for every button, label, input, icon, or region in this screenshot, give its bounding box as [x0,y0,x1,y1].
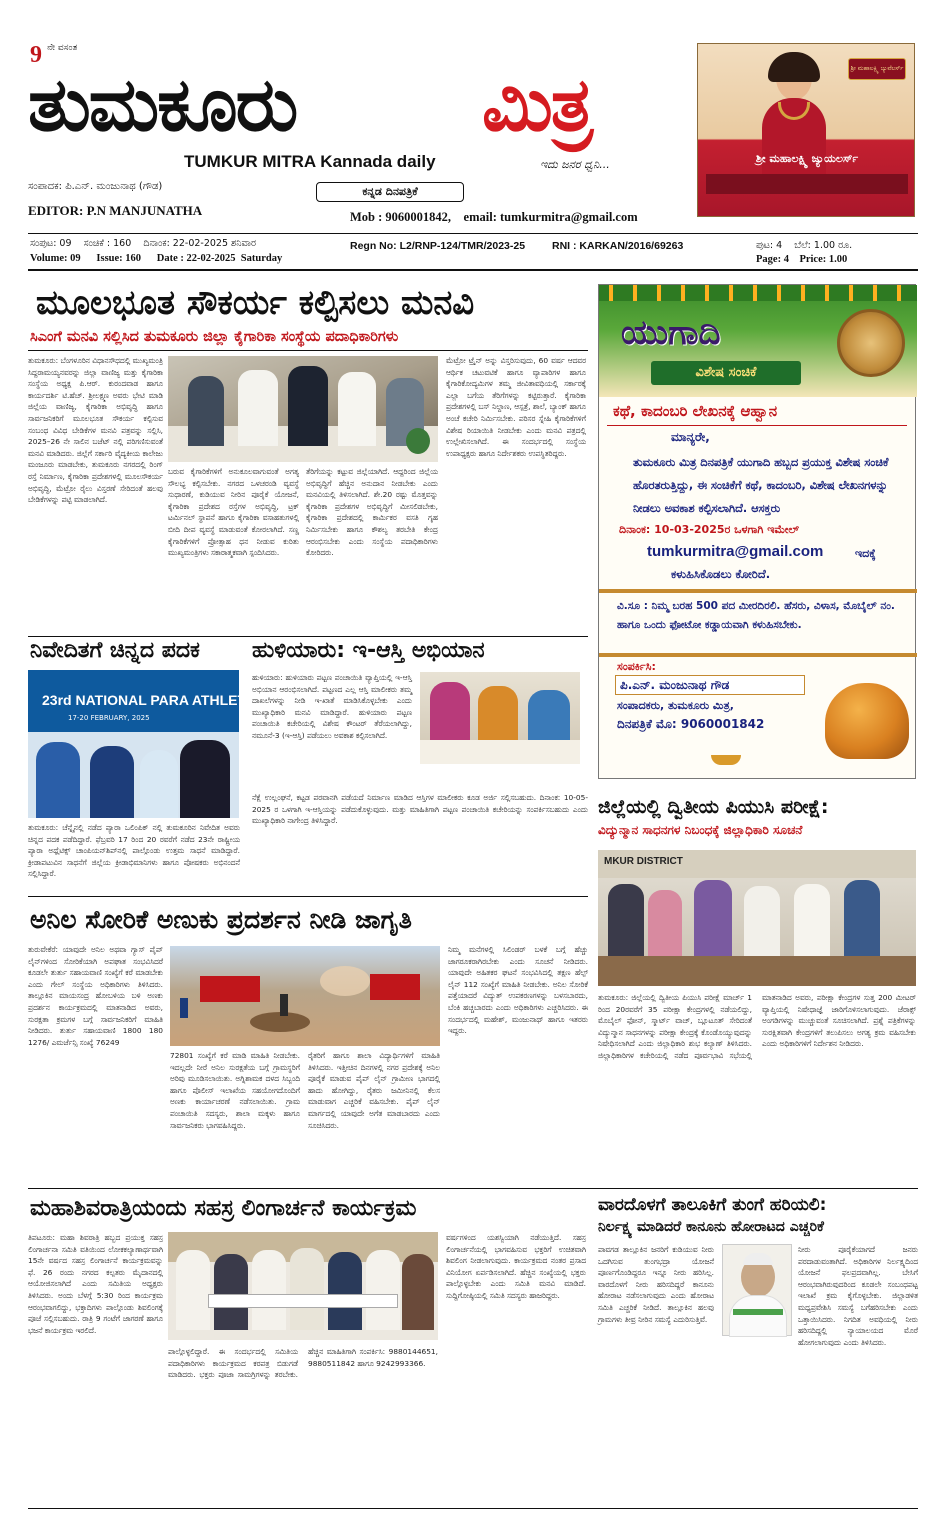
yugadi-call: ಕಥೆ, ಕಾದಂಬರಿ ಲೇಖನಕ್ಕೆ ಆಹ್ವಾನ [613,402,778,420]
story6-column-1: ತಿಪಟೂರು: ಮಹಾ ಶಿವರಾತ್ರಿ ಹಬ್ಬದ ಪ್ರಯುಕ್ತ ಸಹಸ್ರ ಲಿಂಗಾರ್ಚನಾ ಸಮಿತಿ ವತಿಯಿಂದ ಲೋಕಕಲ್ಯಾಣಾರ್ಥವಾಗಿ 15ನೇ ವರ್ಷದ ಸಹಸ್ರ ಲಿಂಗಾರ್ಚನೆ ಕಾರ್ಯಕ್ರಮವನ್ನು ಫೆ. 26 ರಂದು ನಗರದ ಕಲ್ಪತರು ಮೈದಾನದಲ್ಲಿ ಆಯೋಜಿಸಲಾಗಿದೆ ಎಂದು ಸಮಿತಿಯ ಅಧ್ಯಕ್ಷರು ತಿಳಿಸಿದರು. ಅಂದು ಬೆಳಗ್ಗೆ 5:30 ರಿಂದ ಕಾರ್ಯಕ್ರಮ ಆರಂಭವಾಗಲಿದ್ದು, ಭಕ್ತಾದಿಗಳು ಪಾಲ್ಗೊಂಡು ಶಿವಲಿಂಗಕ್ಕೆ ಪೂಜೆ ಸಲ್ಲಿಸಬಹುದು. ರಾತ್ರಿ 9 ಗಂಟೆಗೆ ಜಾಗರಣೆ ಹಾಗೂ ಭಜನೆ ಕಾರ್ಯಕ್ರಮ ಇರಲಿದೆ. [28,1233,163,1335]
tagline: ಇದು ಜನರ ಧ್ವನಿ... [540,158,610,171]
story3-text-bottom: ನೆಕ್ಷೆ ಉಲ್ಲಂಘನೆ, ಕಟ್ಟಡ ಪರವಾನಗಿ ಪಡೆಯದೆ ನಿರ್ಮಾಣ ಮಾಡಿದ ಆಸ್ತಿಗಳ ಮಾಲೀಕರು ಕೂಡ ಅರ್ಜಿ ಸಲ್ಲಿಸಬಹುದು. ದಿನಾಂಕ: 10-05-2025 ರ ಒಳಗಾಗಿ ಇ-ಆಸ್ತಿಯನ್ನು ಪಡೆದುಕೊಳ್ಳುವುದು. ಮತ್ತು ಮಾಹಿತಿಗಾಗಿ ಪಟ್ಟಣ ಪಂಚಾಯಿತಿ ಕಚೇರಿಯನ್ನು ಸಂಪರ್ಕಿಸಬಹುದು ಎಂದು ಮುಖ್ಯಾಧಿಕಾರಿ ನಾಗೇಂದ್ರ ತಿಳಿಸಿದ್ದಾರೆ. [252,793,588,826]
story6-photo [168,1232,438,1340]
yugadi-body: ತುಮಕೂರು ಮಿತ್ರ ದಿನಪತ್ರಿಕೆ ಯುಗಾದಿ ಹಬ್ಬದ ಪ್ರಯುಕ್ತ ವಿಶೇಷ ಸಂಚಿಕೆ ಹೊರತರುತ್ತಿದ್ದು, ಈ ಸಂಚಿಕೆಗೆ ಕಥೆ, ಕಾದಂಬರಿ, ವಿಶೇಷ ಲೇಖನಗಳನ್ನು ನೀಡಲು ಅವಕಾಶ ಕಲ್ಪಿಸಲಾಗಿದೆ. ಆಸಕ್ತರು [633,456,889,515]
registration-number: Regn No: L2/RNP-124/TMR/2023-25 [350,240,526,252]
jewellers-advert[interactable] [697,43,915,217]
story5-headline: ಅನಿಲ ಸೋರಿಕೆ ಅಣುಕು ಪ್ರದರ್ಶನ ನೀಡಿ ಜಾಗೃತಿ [30,905,412,934]
bevu-bella-bowl [837,309,905,377]
story1-headline: ಮೂಲಭೂತ ಸೌಕರ್ಯ ಕಲ್ಪಿಸಲು ಮನವಿ [36,283,475,323]
championship-banner-date: 17-20 FEBRUARY, 2025 [68,714,150,722]
story5-column-2: 72801 ಸಂಖ್ಯೆಗೆ ಕರೆ ಮಾಡಿ ಮಾಹಿತಿ ನೀಡಬೇಕು. ಇದಲ್ಲದೇ ನೀರೆ ಅನಿಲ ಸುರಕ್ಷತೆಯ ಬಗ್ಗೆ ಗ್ರಾಮಸ್ಥರಿಗೆ ಅರಿವು ಮೂಡಿಸಲಾಯಿತು. ಅಗ್ನಿಶಾಮಕ ದಳದ ಸಿಬ್ಬಂದಿ ಹಾಗೂ ಪೊಲೀಸ್ ಇಲಾಖೆಯ ಸಹಯೋಗದೊಂದಿಗೆ ಅಣಕು ಕಾರ್ಯಾಚರಣೆ ನಡೆಸಲಾಯಿತು. ಗ್ರಾಮ ಪಂಚಾಯಿತಿ ಸದಸ್ಯರು, ಶಾಲಾ ಮಕ್ಕಳು ಹಾಗೂ ಸಾರ್ವಜನಿಕರು ಭಾಗವಹಿಸಿದ್ದರು. [170,1051,300,1130]
story7-column-1: ಪಾವಗಡ ತಾಲ್ಲೂಕಿನ ಜನರಿಗೆ ಕುಡಿಯುವ ನೀರು ಒದಗಿಸುವ ತುಂಗಭದ್ರಾ ಯೋಜನೆ ಪೂರ್ಣಗೊಂಡಿದ್ದರೂ ಇನ್ನೂ ನೀರು ಹರಿಸಿಲ್ಲ. ವಾರದೊಳಗೆ ನೀರು ಹರಿಸದಿದ್ದರೆ ಕಾನೂನು ಹೋರಾಟ ನಡೆಸಲಾಗುವುದು ಎಂದು ಹೋರಾಟ ಸಮಿತಿ ಎಚ್ಚರಿಕೆ ನೀಡಿದೆ. ತಾಲ್ಲೂಕಿನ ಹಲವು ಗ್ರಾಮಗಳು ತೀವ್ರ ನೀರಿನ ಸಮಸ್ಯೆ ಎದುರಿಸುತ್ತಿವೆ. [598,1245,714,1324]
page-price-kannada: ಪುಟ: 4 ಬೆಲೆ: 1.00 ರೂ. [756,240,853,251]
yugadi-email-suffix: ಇದಕ್ಕೆ [855,547,876,560]
story4-text: ತುಮಕೂರು: ಜಿಲ್ಲೆಯಲ್ಲಿ ದ್ವಿತೀಯ ಪಿಯುಸಿ ಪರೀಕ್ಷೆ ಮಾರ್ಚ್ 1 ರಿಂದ 20ರವರೆಗೆ 35 ಪರೀಕ್ಷಾ ಕೇಂದ್ರಗಳಲ್ಲಿ ನಡೆಯಲಿದ್ದು, ಮೊಬೈಲ್ ಫೋನ್, ಸ್ಮಾರ್ಟ್ ವಾಚ್, ಬ್ಲೂಟೂತ್ ಸೇರಿದಂತೆ ವಿದ್ಯುನ್ಮಾನ ಸಾಧನಗಳನ್ನು ಪರೀಕ್ಷಾ ಕೇಂದ್ರಕ್ಕೆ ಕೊಂಡೊಯ್ಯುವುದನ್ನು ನಿಷೇಧಿಸಲಾಗಿದೆ ಎಂದು ಜಿಲ್ಲಾಧಿಕಾರಿ ಶುಭ ಕಲ್ಯಾಣ್ ತಿಳಿಸಿದರು. ಜಿಲ್ಲಾಧಿಕಾರಿಗಳ ಕಚೇರಿಯಲ್ಲಿ ನಡೆದ ಪೂರ್ವಭಾವಿ ಸಭೆಯಲ್ಲಿ ಮಾತನಾಡಿದ ಅವರು, ಪರೀಕ್ಷಾ ಕೇಂದ್ರಗಳ ಸುತ್ತ 200 ಮೀಟರ್ ವ್ಯಾಪ್ತಿಯಲ್ಲಿ ನಿಷೇಧಾಜ್ಞೆ ಜಾರಿಗೊಳಿಸಲಾಗುವುದು. ಜೆರಾಕ್ಸ್ ಅಂಗಡಿಗಳನ್ನು ಮುಚ್ಚುವಂತೆ ಸೂಚಿಸಲಾಗಿದೆ. ಪ್ರಶ್ನೆ ಪತ್ರಿಕೆಗಳನ್ನು ಸುರಕ್ಷಿತವಾಗಿ ಕೇಂದ್ರಗಳಿಗೆ ತಲುಪಿಸಲು ಅಗತ್ಯ ಕ್ರಮ ವಹಿಸಬೇಕು ಎಂದು ಅಧಿಕಾರಿಗಳಿಗೆ ನಿರ್ದೇಶನ ನೀಡಿದರು. [598,993,916,1060]
story4-subhead: ವಿದ್ಯುನ್ಮಾನ ಸಾಧನಗಳ ನಿಬಂಧಕ್ಕೆ ಜಿಲ್ಲಾಧಿಕಾರಿ ಸೂಚನೆ [598,823,803,837]
page-bottom-rule [28,1508,918,1509]
district-sign: MKUR DISTRICT [604,856,683,867]
yugadi-divider [599,589,917,593]
section-rule-5 [28,896,588,897]
infobar-top-rule [28,233,918,234]
year-badge-number: 9 [30,42,42,68]
jewellers-logo-badge: ಶ್ರೀ ಮಹಾಲಕ್ಷ್ಮಿ ಜ್ಯುವೆಲರ್ಸ್ [848,58,906,80]
story1-photo [168,356,438,462]
yugadi-note: ವಿ.ಸೂ : ನಿಮ್ಮ ಬರಹ 500 ಪದ ಮೀರದಿರಲಿ. ಹೆಸರು, ವಿಳಾಸ, ಮೊಬೈಲ್ ನಂ. ಹಾಗೂ ಒಂದು ಫೋಟೋ ಕಡ್ಡಾಯವಾಗಿ ಕಳುಹಿಸಬೇಕು. [617,600,895,631]
editor-english: EDITOR: P.N MANJUNATHA [28,203,203,218]
section-rule-6 [28,1188,918,1189]
yugadi-send: ಕಳುಹಿಸಿಕೊಡಲು ಕೋರಿದೆ. [671,567,771,581]
daily-label: ಕನ್ನಡ ದಿನಪತ್ರಿಕೆ [316,182,464,202]
oil-lamp-icon [711,755,741,765]
yugadi-salutation: ಮಾನ್ಯರೇ, [671,430,710,444]
story4-headline: ಜಿಲ್ಲೆಯಲ್ಲಿ ದ್ವಿತೀಯ ಪಿಯುಸಿ ಪರೀಕ್ಷೆ: [598,796,829,818]
masthead [0,0,945,232]
yugadi-divider-2 [599,653,917,657]
story1-column-2: ಬರುವ ಕೈಗಾರಿಕೆಗಳಿಗೆ ಅನುಕೂಲವಾಗುವಂತೆ ಅಗತ್ಯ ಸೌಲಭ್ಯ ಕಲ್ಪಿಸಬೇಕು. ನಗರದ ಒಳಚರಂಡಿ ವ್ಯವಸ್ಥೆ ಸುಧಾರಣೆ, ಕುಡಿಯುವ ನೀರಿನ ಪೂರೈಕೆ ಯೋಜನೆ, ಕೈಗಾರಿಕಾ ಪ್ರದೇಶದ ರಸ್ತೆಗಳ ಅಭಿವೃದ್ಧಿ, ಟ್ರಕ್ ಟರ್ಮಿನಲ್ ಸ್ಥಾಪನೆ ಹಾಗೂ ಕೈಗಾರಿಕಾ ವಸಾಹತುಗಳಲ್ಲಿ ಬೀದಿ ದೀಪ ವ್ಯವಸ್ಥೆ ಮಾಡುವಂತೆ ಕೋರಲಾಗಿದೆ. ಸಣ್ಣ ಕೈಗಾರಿಕೆಗಳಿಗೆ ಪ್ರೋತ್ಸಾಹ ಧನ ನೀಡುವ ಕುರಿತು ಮುಖ್ಯಮಂತ್ರಿಗಳು ಸಕಾರಾತ್ಮಕವಾಗಿ ಸ್ಪಂದಿಸಿದರು. [168,467,299,558]
yugadi-call-rule [607,425,907,426]
story6-column-2: ಪಾಲ್ಗೊಳ್ಳಲಿದ್ದಾರೆ. ಈ ಸಂದರ್ಭದಲ್ಲಿ ಸಮಿತಿಯ ಪದಾಧಿಕಾರಿಗಳು ಕಾರ್ಯಕ್ರಮದ ಕರಪತ್ರ ಬಿಡುಗಡೆ ಮಾಡಿದರು. ಭಕ್ತರು ಪೂಜಾ ಸಾಮಗ್ರಿಗಳನ್ನು ತರಬೇಕು. ಹೆಚ್ಚಿನ ಮಾಹಿತಿಗಾಗಿ ಸಂಪರ್ಕಿಸಿ: 9880144651, 9880511842 ಹಾಗೂ 9242993366. [168,1347,438,1380]
yugadi-advert[interactable] [598,284,916,779]
jewellers-banner: ಶ್ರೀ ಮಹಾಲಕ್ಷ್ಮಿ ಜ್ಯುಯಲರ್ಸ್ [755,152,859,165]
championship-banner: 23rd NATIONAL PARA ATHLETICS CH [42,692,294,708]
story1-column-3: ತೆರಿಗೆಯನ್ನು ಕಟ್ಟುವ ಜಿಲ್ಲೆಯಾಗಿದೆ. ಆದ್ದರಿಂದ ಜಿಲ್ಲೆಯ ಅಭಿವೃದ್ಧಿಗೆ ಹೆಚ್ಚಿನ ಅನುದಾನ ನೀಡಬೇಕು ಎಂದು ಮನವಿಯಲ್ಲಿ ತಿಳಿಸಲಾಗಿದೆ. ಶೇ.20 ರಷ್ಟು ಮೊತ್ತವನ್ನು ಕೈಗಾರಿಕಾ ಪ್ರದೇಶಗಳ ಅಭಿವೃದ್ಧಿಗೆ ಮೀಸಲಿಡಬೇಕು, ಕೈಗಾರಿಕಾ ಪ್ರದೇಶದಲ್ಲಿ ಕಾರ್ಮಿಕರ ವಸತಿ ಗೃಹ ನಿರ್ಮಿಸಬೇಕು ಹಾಗೂ ಕೌಶಲ್ಯ ತರಬೇತಿ ಕೇಂದ್ರ ಆರಂಭಿಸಬೇಕು ಎಂದು ಸಂಸ್ಥೆಯ ಪದಾಧಿಕಾರಿಗಳು ಕೋರಿದರು. [306,467,438,558]
story5-photo [170,946,440,1046]
yugadi-contact-label: ಸಂಪರ್ಕಿಸಿ: [617,660,656,673]
yugadi-contact-phone[interactable]: ದಿನಪತ್ರಿಕೆ ಮೊ: 9060001842 [617,717,765,731]
story7-headline: ವಾರದೊಳಗೆ ತಾಲೂಕಿಗೆ ತುಂಗೆ ಹರಿಯಲಿ: [598,1195,827,1215]
story5-column-3: ರೈತರಿಗೆ ಹಾಗೂ ಶಾಲಾ ವಿದ್ಯಾರ್ಥಿಗಳಿಗೆ ಮಾಹಿತಿ ತಿಳಿಸಿದರು. ಇತ್ತೀಚಿನ ದಿನಗಳಲ್ಲಿ ನಗರ ಪ್ರದೇಶಕ್ಕೆ ಅನಿಲ ಪೂರೈಕೆ ಮಾಡುವ ಪೈಪ್ ಲೈನ್ ಗ್ರಾಮೀಣ ಭಾಗದಲ್ಲಿ ಹಾದು ಹೋಗಿದ್ದು, ರೈತರು ಜಮೀನಿನಲ್ಲಿ ಕೆಲಸ ಮಾಡುವಾಗ ಎಚ್ಚರಿಕೆ ವಹಿಸಬೇಕು. ಪೈಪ್ ಲೈನ್ ಮಾರ್ಗದಲ್ಲಿ ಯಾವುದೇ ಅಗೆತ ಮಾಡಬಾರದು ಎಂದು ಸೂಚಿಸಿದರು. [308,1051,440,1130]
editor-kannada: ಸಂಪಾದಕ: ಪಿ.ಎನ್. ಮಂಜುನಾಥ (ಗೌಡ) [28,181,163,192]
english-name: TUMKUR MITRA Kannada daily [184,152,436,171]
year-badge-label: ನೇ ವಸಂತ [47,43,78,53]
yugadi-deadline: ದಿನಾಂಕ: 10-03-2025ರ ಒಳಗಾಗಿ ಇಮೇಲ್ [619,523,800,536]
story6-headline: ಮಹಾಶಿವರಾತ್ರಿಯಂದು ಸಹಸ್ರ ಲಿಂಗಾರ್ಚನೆ ಕಾರ್ಯಕ್ರಮ [30,1196,417,1221]
story5-column-4: ನಿಮ್ಮ ಮನೆಗಳಲ್ಲಿ ಸಿಲಿಂಡರ್ ಬಳಕೆ ಬಗ್ಗೆ ಹೆಚ್ಚು ಜಾಗರೂಕರಾಗಿರಬೇಕು ಎಂದು ಸೂಚನೆ ನೀಡಿದರು. ಯಾವುದೇ ಅಹಿತಕರ ಘಟನೆ ಸಂಭವಿಸಿದಲ್ಲಿ ತಕ್ಷಣ ಹೆಲ್ಪ್ ಲೈನ್ 112 ಸಂಖ್ಯೆಗೆ ಮಾಹಿತಿ ನೀಡಬೇಕು. ಅನಿಲ ಸೋರಿಕೆ ಪತ್ತೆಯಾದರೆ ವಿದ್ಯುತ್ ಉಪಕರಣಗಳನ್ನು ಬಳಸಬಾರದು, ಬೆಂಕಿ ಹಚ್ಚಬಾರದು ಎಂದು ಅಧಿಕಾರಿಗಳು ಎಚ್ಚರಿಸಿದರು. ಈ ಸಂದರ್ಭದಲ್ಲಿ ಮಹೇಶ್, ಮಂಜುನಾಥ್ ಹಾಗೂ ಇತರರು ಇದ್ದರು. [448,945,588,1036]
yugadi-title: ಯುಗಾದಿ [621,313,721,353]
story1-rule [28,350,588,351]
rni-number: RNI : KARKAN/2016/69263 [552,240,684,252]
page-price-english: Page: 4 Price: 1.00 [756,254,848,265]
story2-photo [28,670,294,818]
paper-title-left: ತುಮಕೂರು [28,62,297,148]
yugadi-contact-name: ಪಿ.ಎನ್. ಮಂಜುನಾಥ ಗೌಡ [615,675,805,695]
jewellers-footer [706,174,908,194]
kalasha-pot-icon [825,683,909,759]
story3-headline: ಹುಳಿಯಾರು: ಇ-ಆಸ್ತಿ ಅಭಿಯಾನ [252,638,485,663]
story1-subhead: ಸಿಎಂಗೆ ಮನವಿ ಸಲ್ಲಿಸಿದ ತುಮಕೂರು ಜಿಲ್ಲಾ ಕೈಗಾರಿಕಾ ಸಂಸ್ಥೆಯ ಪದಾಧಿಕಾರಿಗಳು [30,329,399,345]
story2-text: ತುಮಕೂರು: ಚೆನ್ನೈನಲ್ಲಿ ನಡೆದ ಪ್ಯಾರಾ ಒಲಿಂಪಿಕ್ ನಲ್ಲಿ ತುಮಕೂರಿನ ನಿವೇದಿತ ಅವರು ಚಿನ್ನದ ಪದಕ ಪಡೆದಿದ್ದಾರೆ. ಫೆಬ್ರವರಿ 17 ರಿಂದ 20 ರವರೆಗೆ ನಡೆದ 23ನೇ ರಾಷ್ಟ್ರೀಯ ಪ್ಯಾರಾ ಅಥ್ಲೆಟಿಕ್ಸ್ ಚಾಂಪಿಯನ್‌ಶಿಪ್‌ನಲ್ಲಿ ಪಾಲ್ಗೊಂಡು ಉತ್ತಮ ಸಾಧನೆ ಮಾಡಿದ್ದಾರೆ. ಕ್ರೀಡಾಪಟುವಿನ ಸಾಧನೆಗೆ ಜಿಲ್ಲೆಯ ಕ್ರೀಡಾಭಿಮಾನಿಗಳು ಹಾಗೂ ಪೋಷಕರು ಅಭಿನಂದನೆ ಸಲ್ಲಿಸಿದ್ದಾರೆ. [28,823,240,879]
paper-title-right: ಮಿತ್ರ [482,62,592,148]
story5-column-1: ತುರುವೇಕೆರೆ: ಯಾವುದೇ ಅನಿಲ ಅಥವಾ ಗ್ಯಾಸ್ ಪೈಪ್ ಲೈನ್‌ಗಳಿಂದ ಸೋರಿಕೆಯಾಗಿ ಅಪಘಾತ ಸಂಭವಿಸಿದರೆ ಕೂಡಲೇ ತುರ್ತು ಸಹಾಯವಾಣಿ ಸಂಖ್ಯೆಗೆ ಕರೆ ಮಾಡಬೇಕು ಎಂದು ಗೇಲ್ ಸಂಸ್ಥೆಯ ಅಧಿಕಾರಿಗಳು ತಿಳಿಸಿದರು. ತಾಲ್ಲೂಕಿನ ಮಾಯಸಂದ್ರ ಹೋಬಳಿಯ ಬಳಿ ಅಣಕು ಪ್ರದರ್ಶನ ಕಾರ್ಯಕ್ರಮದಲ್ಲಿ ಮಾತನಾಡಿದ ಅವರು, ಸುರಕ್ಷತಾ ಕ್ರಮಗಳ ಬಗ್ಗೆ ಸಾರ್ವಜನಿಕರಿಗೆ ಮಾಹಿತಿ ನೀಡಿದರು. ತುರ್ತು ಸಹಾಯವಾಣಿ 1800 180 1276/ ಎಮರ್ಜೆನ್ಸಿ ಸಂಖ್ಯೆ 76249 [28,945,163,1047]
story1-column-1: ತುಮಕೂರು: ಬೆಂಗಳೂರಿನ ವಿಧಾನಸೌಧದಲ್ಲಿ ಮುಖ್ಯಮಂತ್ರಿ ಸಿದ್ದರಾಮಯ್ಯನವರನ್ನು ಜಿಲ್ಲಾ ವಾಣಿಜ್ಯ ಮತ್ತು ಕೈಗಾರಿಕಾ ಸಂಸ್ಥೆಯ ಅಧ್ಯಕ್ಷ ಪಿ.ಆರ್. ಕುರಂದವಾಡ ಹಾಗೂ ಕಾರ್ಯದರ್ಶಿ ಟಿ.ಹೆಚ್. ಶ್ರೀಲಕ್ಷ್ಮಣ ಅವರು ಭೇಟಿ ಮಾಡಿ ಜಿಲ್ಲೆಯ ವಾಣಿಜ್ಯ, ಕೈಗಾರಿಕಾ ಅಭಿವೃದ್ಧಿ ಹಾಗೂ ಸಾರ್ವಜನಿಕರಿಗೆ ಮೂಲಭೂತ ಸೌಕರ್ಯ ಕಲ್ಪಿಸುವ ಸಂಬಂಧ ವಿವಿಧ ಬೇಡಿಕೆಗಳ ಮನವಿ ಪತ್ರವನ್ನು ಸಲ್ಲಿಸಿ, 2025–26 ನೇ ಸಾಲಿನ ಬಜೆಟ್ ನಲ್ಲಿ ಪರಿಗಣಿಸುವಂತೆ ಮನವಿ ಮಾಡಿದರು. ಜಿಲ್ಲೆಗೆ ಸರ್ಕಾರಿ ವೈದ್ಯಕೀಯ ಕಾಲೇಜು ಮಂಜೂರು ಮಾಡಬೇಕು, ತುಮಕೂರು ನಗರದಲ್ಲಿ ರಿಂಗ್ ರಸ್ತೆ ನಿರ್ಮಾಣ, ಕೈಗಾರಿಕಾ ಪ್ರದೇಶಗಳಲ್ಲಿ ಮೂಲಸೌಕರ್ಯ ಅಭಿವೃದ್ಧಿ, ಮೆಟ್ರೋ ರೈಲು ವಿಸ್ತರಣೆ ಸೇರಿದಂತೆ ಹಲವು ಬೇಡಿಕೆಗಳನ್ನು ಪಟ್ಟಿ ಮಾಡಲಾಗಿದೆ. [28,356,163,505]
infobar-kannada: ಸಂಪುಟ: 09 ಸಂಚಿಕೆ : 160 ದಿನಾಂಕ: 22-02-2025 ಶನಿವಾರ [30,238,256,249]
story7-column-2: ನೀರು ಪೂರೈಕೆಯಾಗದೆ ಜನರು ಪರದಾಡುವಂತಾಗಿದೆ. ಅಧಿಕಾರಿಗಳ ನಿರ್ಲಕ್ಷ್ಯದಿಂದ ಯೋಜನೆ ಫಲಪ್ರದವಾಗಿಲ್ಲ. ಬೇಸಿಗೆ ಆರಂಭವಾಗಿರುವುದರಿಂದ ಕೂಡಲೇ ಸಂಬಂಧಪಟ್ಟ ಇಲಾಖೆ ಕ್ರಮ ಕೈಗೊಳ್ಳಬೇಕು. ಜಿಲ್ಲಾಡಳಿತ ಮಧ್ಯಪ್ರವೇಶಿಸಿ ಸಮಸ್ಯೆ ಬಗೆಹರಿಸಬೇಕು ಎಂದು ಒತ್ತಾಯಿಸಿದರು. ನಿಗದಿತ ಅವಧಿಯಲ್ಲಿ ನೀರು ಹರಿಸದಿದ್ದಲ್ಲಿ ನ್ಯಾಯಾಲಯದ ಮೊರೆ ಹೋಗಲಾಗುವುದು ಎಂದು ತಿಳಿಸಿದರು. [798,1245,918,1347]
infobar-english: Volume: 09 Issue: 160 Date : 22-02-2025 Saturday [30,253,283,264]
story3-text-top: ಹುಳಿಯಾರು: ಹುಳಿಯಾರು ಪಟ್ಟಣ ಪಂಚಾಯಿತಿ ವ್ಯಾಪ್ತಿಯಲ್ಲಿ ಇ-ಆಸ್ತಿ ಅಭಿಯಾನ ಆರಂಭಿಸಲಾಗಿದೆ. ಪಟ್ಟಣದ ಎಲ್ಲ ಆಸ್ತಿ ಮಾಲೀಕರು ತಮ್ಮ ದಾಖಲೆಗಳನ್ನು ನೀಡಿ ಇ-ಖಾತೆ ಮಾಡಿಸಿಕೊಳ್ಳಬೇಕು ಎಂದು ಮುಖ್ಯಾಧಿಕಾರಿ ಮನವಿ ಮಾಡಿದ್ದಾರೆ. ಹುಳಿಯಾರು ಪಟ್ಟಣ ಪಂಚಾಯಿತಿ ಕಚೇರಿಯಲ್ಲಿ ವಿಶೇಷ ಕೌಂಟರ್ ತೆರೆಯಲಾಗಿದ್ದು, ನಮೂನೆ-3 (ಇ-ಆಸ್ತಿ) ಪಡೆಯಲು ಅವಕಾಶ ಕಲ್ಪಿಸಲಾಗಿದೆ. [252,673,412,740]
story6-column-3: ವರ್ಷಗಳಿಂದ ಯಶಸ್ವಿಯಾಗಿ ನಡೆಯುತ್ತಿದೆ. ಸಹಸ್ರ ಲಿಂಗಾರ್ಚನೆಯಲ್ಲಿ ಭಾಗವಹಿಸುವ ಭಕ್ತರಿಗೆ ಉಚಿತವಾಗಿ ಶಿವಲಿಂಗ ನೀಡಲಾಗುವುದು. ಕಾರ್ಯಕ್ರಮದ ನಂತರ ಪ್ರಸಾದ ವಿನಿಯೋಗ ಏರ್ಪಡಿಸಲಾಗಿದೆ. ಹೆಚ್ಚಿನ ಸಂಖ್ಯೆಯಲ್ಲಿ ಭಕ್ತರು ಪಾಲ್ಗೊಳ್ಳಬೇಕು ಎಂದು ಸಮಿತಿ ಮನವಿ ಮಾಡಿದೆ. ಸುದ್ದಿಗೋಷ್ಠಿಯಲ್ಲಿ ಸಮಿತಿ ಸದಸ್ಯರು ಹಾಜರಿದ್ದರು. [446,1233,586,1300]
yugadi-contact-role: ಸಂಪಾದಕರು, ತುಮಕೂರು ಮಿತ್ರ, [617,699,734,712]
story4-photo [598,850,916,986]
contact-line: Mob : 9060001842, email: tumkurmitra@gmail.com [350,210,638,224]
yugadi-email[interactable]: tumkurmitra@gmail.com [647,543,824,560]
story1-column-4: ಮೆಟ್ರೋ ಟ್ರೈನ್ ಅನ್ನು ವಿಸ್ತರಿಸುವುದು, 60 ವರ್ಷ ಆದವರ ಆರ್ಥಿಕ ಚಟುವಟಿಕೆ ಹಾಗೂ ವ್ಯಾಪಾರಿಗಳ ಹಾಗೂ ಕೈಗಾರಿಕೋದ್ಯಮಿಗಳ ತಮ್ಮ ಜೀವಿತಾವಧಿಯಲ್ಲಿ ಸರ್ಕಾರಕ್ಕೆ ಎಲ್ಲಾ ಬಗೆಯ ತೆರಿಗೆಗಳನ್ನು ಕಟ್ಟಿರುತ್ತಾರೆ. ಕೈಗಾರಿಕಾ ಪ್ರದೇಶಗಳಲ್ಲಿ ಬಸ್ ನಿಲ್ದಾಣ, ಆಸ್ಪತ್ರೆ, ಶಾಲೆ, ಬ್ಯಾಂಕ್ ಹಾಗೂ ಅಂಚೆ ಕಚೇರಿ ನಿರ್ಮಿಸಬೇಕು. ಪರಿಸರ ಸ್ನೇಹಿ ಕೈಗಾರಿಕೆಗಳಿಗೆ ವಿಶೇಷ ರಿಯಾಯಿತಿ ನೀಡಬೇಕು ಎಂದು ಮನವಿ ಪತ್ರದಲ್ಲಿ ಉಲ್ಲೇಖಿಸಲಾಗಿದೆ. ಈ ಸಂದರ್ಭದಲ್ಲಿ ಸಂಸ್ಥೆಯ ಉಪಾಧ್ಯಕ್ಷರು ಹಾಗೂ ನಿರ್ದೇಶಕರು ಉಪಸ್ಥಿತರಿದ್ದರು. [446,356,586,458]
story7-subhead: ನಿರ್ಲಕ್ಷ್ಯ ಮಾಡಿದರೆ ಕಾನೂನು ಹೋರಾಟದ ಎಚ್ಚರಿಕೆ [598,1219,824,1235]
infobar-bottom-rule [28,269,918,271]
yugadi-ribbon: ವಿಶೇಷ ಸಂಚಿಕೆ [651,361,801,385]
story7-photo [722,1244,792,1336]
mango-leaf-garland [599,285,917,301]
story2-headline: ನಿವೇದಿತಗೆ ಚಿನ್ನದ ಪದಕ [30,638,200,663]
story3-photo [420,672,580,764]
